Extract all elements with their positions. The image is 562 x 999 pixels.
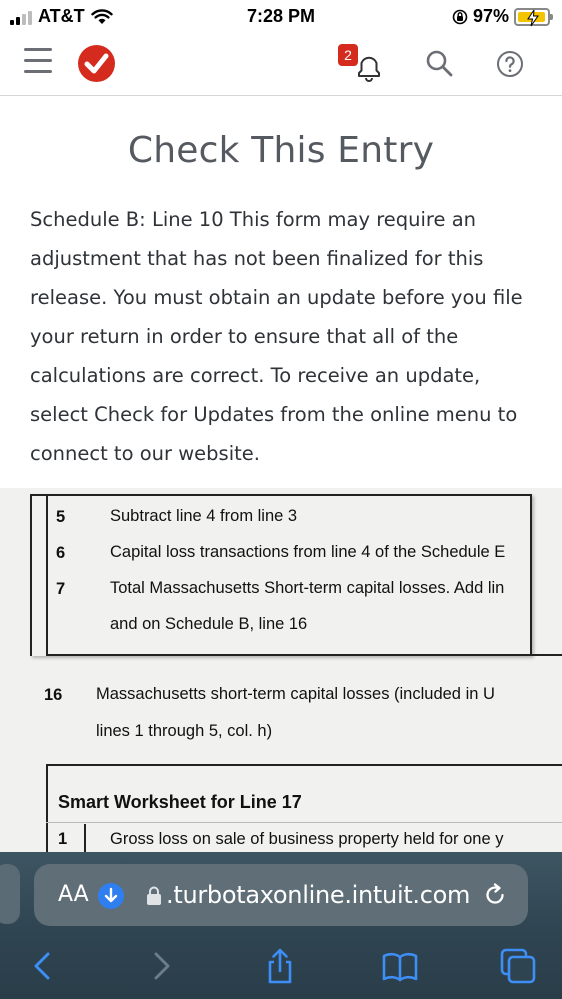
back-icon[interactable]	[22, 946, 62, 986]
share-icon[interactable]	[260, 946, 300, 986]
url-text[interactable]: ​.turbotaxonline.intuit.com	[166, 881, 471, 909]
row-text: and on Schedule B, line 16	[110, 615, 308, 633]
turbotax-logo[interactable]	[78, 45, 115, 82]
row-text: Total Massachusetts Short-term capital losses. Add lin	[110, 579, 505, 597]
notifications-button[interactable]	[338, 42, 384, 86]
previous-tab-preview[interactable]	[0, 864, 20, 924]
form-excerpt	[0, 488, 562, 852]
downloads-icon[interactable]	[98, 883, 124, 909]
dialog-message: Schedule B: Line 10 This form may require an adjustment that has not been finalized for this release. You must obtain an update before you file your return in order to ensure that all of the calculations are correct. To receive an update, select Check for Updates from the online menu to connect to our website.	[30, 208, 523, 465]
reader-options-button[interactable]: AA	[58, 882, 89, 907]
row-number: 7	[56, 580, 66, 598]
line-16-text-continued: lines 1 through 5, col. h)	[96, 722, 273, 740]
line-16-number: 16	[44, 686, 63, 704]
status-right	[452, 6, 550, 27]
app-header	[0, 34, 562, 96]
search-icon[interactable]	[424, 48, 454, 78]
dialog-title: Check This Entry	[127, 130, 435, 171]
worksheet-divider	[46, 654, 562, 656]
row-number: 5	[56, 508, 66, 526]
orientation-lock-icon	[452, 9, 468, 25]
column-divider	[46, 494, 48, 656]
browser-bottom-bar	[0, 852, 562, 999]
row-text: Subtract line 4 from line 3	[110, 507, 298, 525]
column-divider	[84, 824, 86, 852]
row-text: Capital loss transactions from line 4 of the Schedule E	[110, 543, 506, 561]
menu-icon[interactable]	[24, 48, 52, 78]
checkmark-icon	[78, 45, 115, 82]
address-bar[interactable]	[34, 864, 528, 926]
line-16-text: Massachusetts short-term capital losses (included in U	[96, 685, 495, 703]
battery-percent: 97%	[472, 6, 509, 26]
smart-worksheet-title: Smart Worksheet for Line 17	[58, 792, 302, 812]
clock: 7:28 PM	[246, 6, 316, 26]
row-number: 6	[56, 544, 66, 562]
status-bar	[0, 0, 562, 34]
help-icon[interactable]	[496, 50, 524, 78]
bookmarks-icon[interactable]	[380, 946, 420, 986]
lock-icon	[146, 886, 162, 906]
tabs-icon[interactable]	[498, 946, 538, 986]
worksheet-row-text: Gross loss on sale of business property held for one y	[110, 830, 504, 848]
battery-charging-icon	[514, 8, 550, 26]
notification-count-badge: 2	[338, 44, 358, 66]
worksheet-row-number: 1	[58, 830, 68, 848]
carrier-name: AT&T	[38, 6, 85, 26]
forward-icon[interactable]	[142, 946, 182, 986]
reload-icon[interactable]	[482, 882, 508, 908]
worksheet-row-divider	[46, 822, 562, 823]
